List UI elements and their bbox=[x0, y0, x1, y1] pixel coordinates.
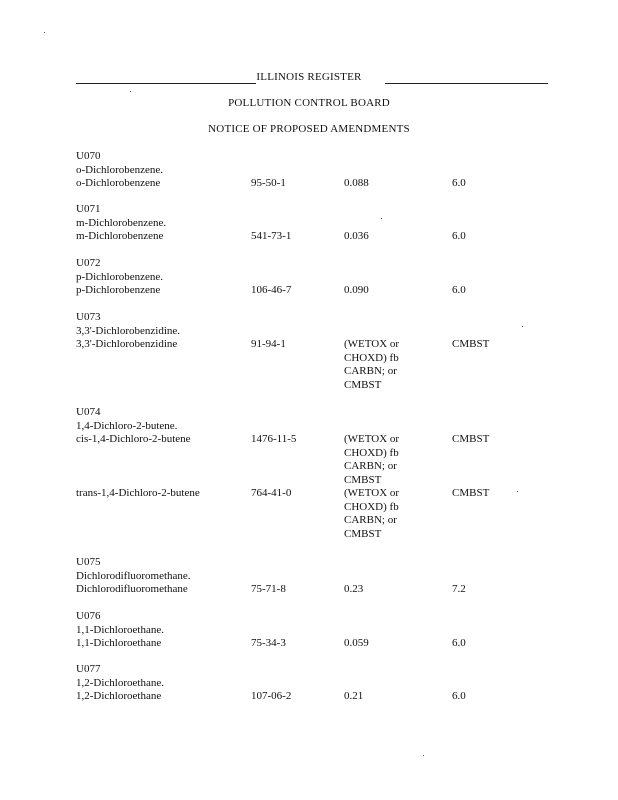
constituent: o-Dichlorobenzene bbox=[76, 177, 161, 189]
nonwastewater-standard: 6.0 bbox=[452, 637, 466, 649]
wastewater-standard: 0.23 bbox=[344, 583, 364, 595]
waste-name: 1,4-Dichloro-2-butene. bbox=[76, 419, 178, 432]
waste-code: U071 bbox=[76, 203, 101, 215]
notice-title: NOTICE OF PROPOSED AMENDMENTS bbox=[208, 123, 410, 135]
nonwastewater-standard: 6.0 bbox=[452, 284, 466, 296]
scan-speck bbox=[522, 326, 523, 327]
constituent: trans-1,4-Dichloro-2-butene bbox=[76, 487, 200, 499]
wastewater-standard: 0.21 bbox=[344, 690, 364, 702]
table-row bbox=[76, 230, 516, 244]
waste-entry bbox=[76, 556, 516, 597]
cas-number: 95-50-1 bbox=[251, 177, 286, 189]
wastewater-standard: 0.036 bbox=[344, 230, 369, 242]
register-title: ILLINOIS REGISTER bbox=[256, 71, 362, 83]
nonwastewater-standard: CMBST bbox=[452, 487, 490, 499]
cas-number: 75-71-8 bbox=[251, 583, 286, 595]
constituent: m-Dichlorobenzene bbox=[76, 230, 164, 242]
waste-entry bbox=[76, 406, 516, 541]
wastewater-standard-cont: CHOXD) fb bbox=[344, 351, 399, 364]
waste-name: Dichlorodifluoromethane. bbox=[76, 569, 191, 582]
waste-entry bbox=[76, 257, 516, 298]
waste-name: m-Dichlorobenzene. bbox=[76, 216, 167, 229]
cas-number: 764-41-0 bbox=[251, 487, 292, 499]
table-row bbox=[76, 177, 516, 191]
waste-code: U074 bbox=[76, 406, 101, 418]
nonwastewater-standard: 6.0 bbox=[452, 690, 466, 702]
waste-entry bbox=[76, 610, 516, 651]
waste-entry bbox=[76, 203, 516, 244]
waste-code: U072 bbox=[76, 257, 101, 269]
waste-entry bbox=[76, 311, 516, 392]
table-row bbox=[76, 690, 516, 704]
board-title: POLLUTION CONTROL BOARD bbox=[228, 97, 390, 109]
table-row bbox=[76, 487, 516, 501]
constituent: p-Dichlorobenzene bbox=[76, 284, 161, 296]
wastewater-standard: (WETOX or bbox=[344, 338, 400, 350]
cas-number: 91-94-1 bbox=[251, 338, 286, 350]
constituent: 3,3'-Dichlorobenzidine bbox=[76, 338, 178, 350]
waste-code: U076 bbox=[76, 610, 101, 622]
cas-number: 1476-11-5 bbox=[251, 433, 297, 445]
wastewater-standard: (WETOX or bbox=[344, 487, 400, 499]
wastewater-standard: 0.059 bbox=[344, 637, 369, 649]
waste-code: U073 bbox=[76, 311, 101, 323]
constituent: 1,2-Dichloroethane bbox=[76, 690, 162, 702]
table-row bbox=[76, 338, 516, 352]
nonwastewater-standard: 6.0 bbox=[452, 230, 466, 242]
scan-speck bbox=[423, 755, 424, 756]
waste-name: 3,3'-Dichlorobenzidine. bbox=[76, 324, 181, 337]
waste-code: U075 bbox=[76, 556, 101, 568]
waste-code: U077 bbox=[76, 663, 101, 675]
wastewater-standard-cont: CMBST bbox=[344, 527, 382, 540]
waste-name: o-Dichlorobenzene. bbox=[76, 163, 164, 176]
wastewater-standard-cont: CARBN; or bbox=[344, 460, 397, 472]
cas-number: 106-46-7 bbox=[251, 284, 292, 296]
constituent: 1,1-Dichloroethane bbox=[76, 637, 162, 649]
waste-name: p-Dichlorobenzene. bbox=[76, 270, 164, 283]
waste-name: 1,2-Dichloroethane. bbox=[76, 676, 164, 689]
scan-speck bbox=[44, 32, 45, 33]
wastewater-standard-cont: CARBN; or bbox=[344, 365, 397, 377]
cas-number: 75-34-3 bbox=[251, 637, 286, 649]
constituent: Dichlorodifluoromethane bbox=[76, 583, 188, 595]
scan-speck bbox=[381, 218, 382, 219]
nonwastewater-standard: 6.0 bbox=[452, 177, 466, 189]
cas-number: 107-06-2 bbox=[251, 690, 292, 702]
wastewater-standard: (WETOX or bbox=[344, 433, 400, 445]
scan-speck bbox=[517, 491, 518, 492]
wastewater-standard-cont: CMBST bbox=[344, 473, 382, 486]
nonwastewater-standard: 7.2 bbox=[452, 583, 466, 595]
table-row bbox=[76, 637, 516, 651]
wastewater-standard: 0.088 bbox=[344, 177, 369, 189]
waste-name: 1,1-Dichloroethane. bbox=[76, 623, 164, 636]
wastewater-standard-cont: CHOXD) fb bbox=[344, 446, 399, 459]
cas-number: 541-73-1 bbox=[251, 230, 292, 242]
table-row bbox=[76, 433, 516, 447]
constituent: cis-1,4-Dichloro-2-butene bbox=[76, 433, 191, 445]
nonwastewater-standard: CMBST bbox=[452, 338, 490, 350]
wastewater-standard-cont: CARBN; or bbox=[344, 514, 397, 526]
waste-code: U070 bbox=[76, 150, 101, 162]
wastewater-standard: 0.090 bbox=[344, 284, 369, 296]
table-row bbox=[76, 583, 516, 597]
scan-speck bbox=[130, 91, 131, 92]
wastewater-standard-cont: CHOXD) fb bbox=[344, 500, 399, 513]
wastewater-standard-cont: CMBST bbox=[344, 378, 382, 391]
waste-entry bbox=[76, 663, 516, 704]
waste-entry bbox=[76, 150, 516, 191]
nonwastewater-standard: CMBST bbox=[452, 433, 490, 445]
table-row bbox=[76, 284, 516, 298]
